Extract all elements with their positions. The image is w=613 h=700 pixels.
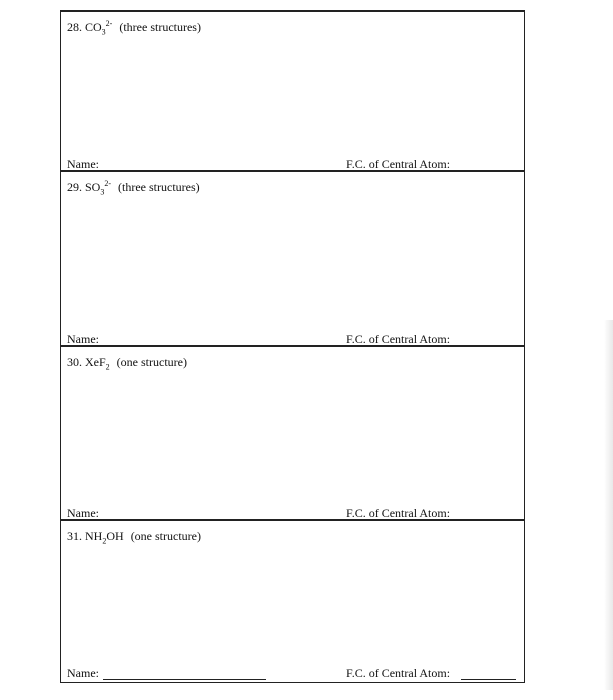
formula-main: NH <box>85 529 103 543</box>
problem-number: 30. <box>67 355 82 369</box>
chemical-formula <box>85 355 110 372</box>
structure-note: (three structures) <box>118 180 200 194</box>
formula-subscript: 2 <box>105 362 110 372</box>
problem-number: 31. <box>67 529 82 543</box>
fc-label: F.C. of Central Atom: <box>346 332 451 346</box>
fc-blank[interactable] <box>461 679 516 680</box>
worksheet <box>60 10 525 683</box>
formula-main: SO <box>85 180 101 194</box>
name-blank[interactable] <box>103 679 266 680</box>
chemical-formula <box>85 19 113 37</box>
name-blank[interactable] <box>99 170 267 171</box>
problem-prompt <box>67 20 201 35</box>
formula-main: XeF <box>85 355 106 369</box>
problem-box-28 <box>61 12 524 172</box>
problem-box-31 <box>61 521 524 683</box>
chemical-formula <box>85 179 112 197</box>
name-label: Name: <box>67 506 99 520</box>
name-label: Name: <box>67 666 99 680</box>
fc-label: F.C. of Central Atom: <box>346 666 451 680</box>
page-edge-shadow <box>604 320 613 690</box>
fc-blank[interactable] <box>456 519 511 520</box>
problem-prompt <box>67 355 187 370</box>
name-blank[interactable] <box>99 519 267 520</box>
formula-subscript: 3 <box>101 27 106 37</box>
formula-subscript: 3 <box>100 187 105 197</box>
formula-subscript: 2 <box>102 536 107 546</box>
structure-note: (one structure) <box>130 529 201 543</box>
formula-main: CO <box>85 20 102 34</box>
name-label: Name: <box>67 332 99 346</box>
problem-number: 28. <box>67 20 82 34</box>
problem-number: 29. <box>67 180 82 194</box>
chemical-formula <box>85 529 124 546</box>
formula-tail: OH <box>106 529 124 543</box>
fc-blank[interactable] <box>456 170 511 171</box>
problem-box-29 <box>61 172 524 347</box>
structure-note: (three structures) <box>119 20 201 34</box>
problem-prompt <box>67 529 201 544</box>
name-label: Name: <box>67 157 99 171</box>
structure-note: (one structure) <box>116 355 187 369</box>
problem-box-30 <box>61 347 524 521</box>
fc-label: F.C. of Central Atom: <box>346 157 451 171</box>
problem-prompt <box>67 180 200 195</box>
fc-label: F.C. of Central Atom: <box>346 506 451 520</box>
formula-superscript: 2- <box>104 179 112 188</box>
formula-superscript: 2- <box>105 19 113 28</box>
